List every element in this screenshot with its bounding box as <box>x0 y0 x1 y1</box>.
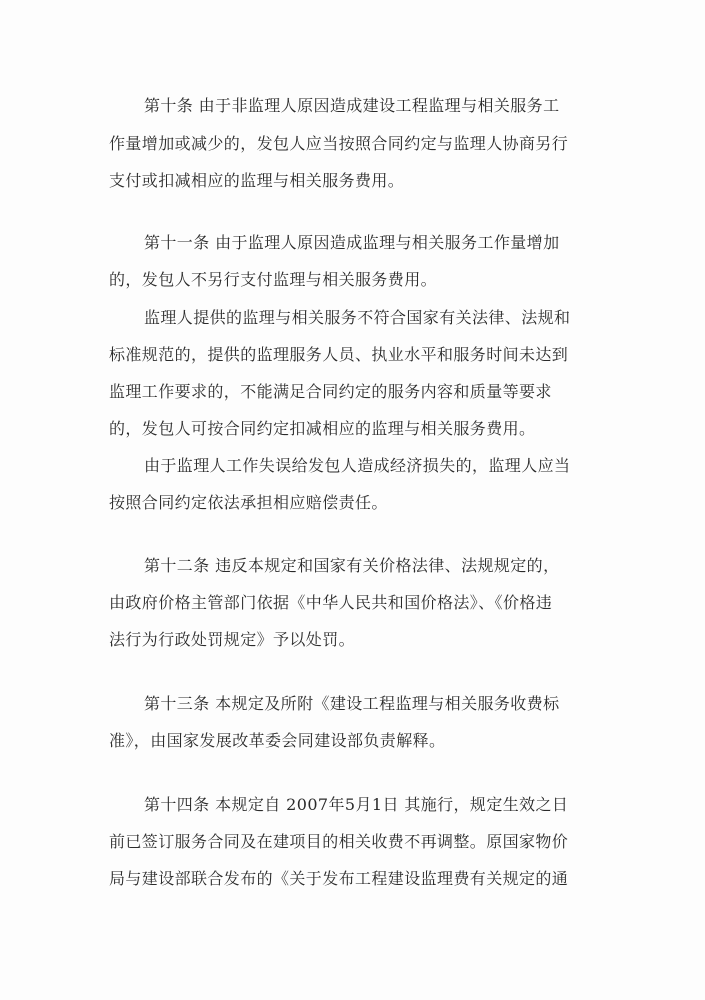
article-14-line-2: 前已签订服务合同及在建项目的相关收费不再调整。原国家物价 <box>109 832 569 851</box>
article-11-line-1: 第十一条 由于监理人原因造成监理与相关服务工作量增加 <box>144 233 560 252</box>
article-11-line-4: 标准规范的，提供的监理服务人员、执业水平和服务时间未达到 <box>109 345 569 364</box>
article-10-line-2: 作量增加或减少的，发包人应当按照合同约定与监理人协商另行 <box>109 134 569 153</box>
article-14-line-3: 局与建设部联合发布的《关于发布工程建设监理费有关规定的通 <box>109 869 569 888</box>
article-12-line-2: 由政府价格主管部门依据《中华人民共和国价格法》、《价格违 <box>109 593 553 612</box>
article-12-line-3: 法行为行政处罚规定》予以处罚。 <box>109 630 356 649</box>
article-11-line-3: 监理人提供的监理与相关服务不符合国家有关法律、法规和 <box>144 308 571 327</box>
article-10-line-1: 第十条 由于非监理人原因造成建设工程监理与相关服务工 <box>144 96 560 115</box>
article-11-line-6: 的，发包人可按合同约定扣减相应的监理与相关服务费用。 <box>109 419 536 438</box>
article-11-line-5: 监理工作要求的，不能满足合同约定的服务内容和质量等要求 <box>109 382 552 401</box>
article-12-line-1: 第十二条 违反本规定和国家有关价格法律、法规规定的， <box>144 556 560 575</box>
article-11-line-7: 由于监理人工作失误给发包人造成经济损失的，监理人应当 <box>144 456 571 475</box>
article-13-line-1: 第十三条 本规定及所附《建设工程监理与相关服务收费标 <box>144 694 560 713</box>
article-10-line-3: 支付或扣减相应的监理与相关服务费用。 <box>109 171 405 190</box>
article-14-line-1: 第十四条 本规定自 2007年5月1日 其施行，规定生效之日 <box>144 795 569 814</box>
article-13-line-2: 准》，由国家发展改革委会同建设部负责解释。 <box>109 731 446 750</box>
article-11-line-8: 按照合同约定依法承担相应赔偿责任。 <box>109 493 388 512</box>
article-11-line-2: 的，发包人不另行支付监理与相关服务费用。 <box>109 270 438 289</box>
